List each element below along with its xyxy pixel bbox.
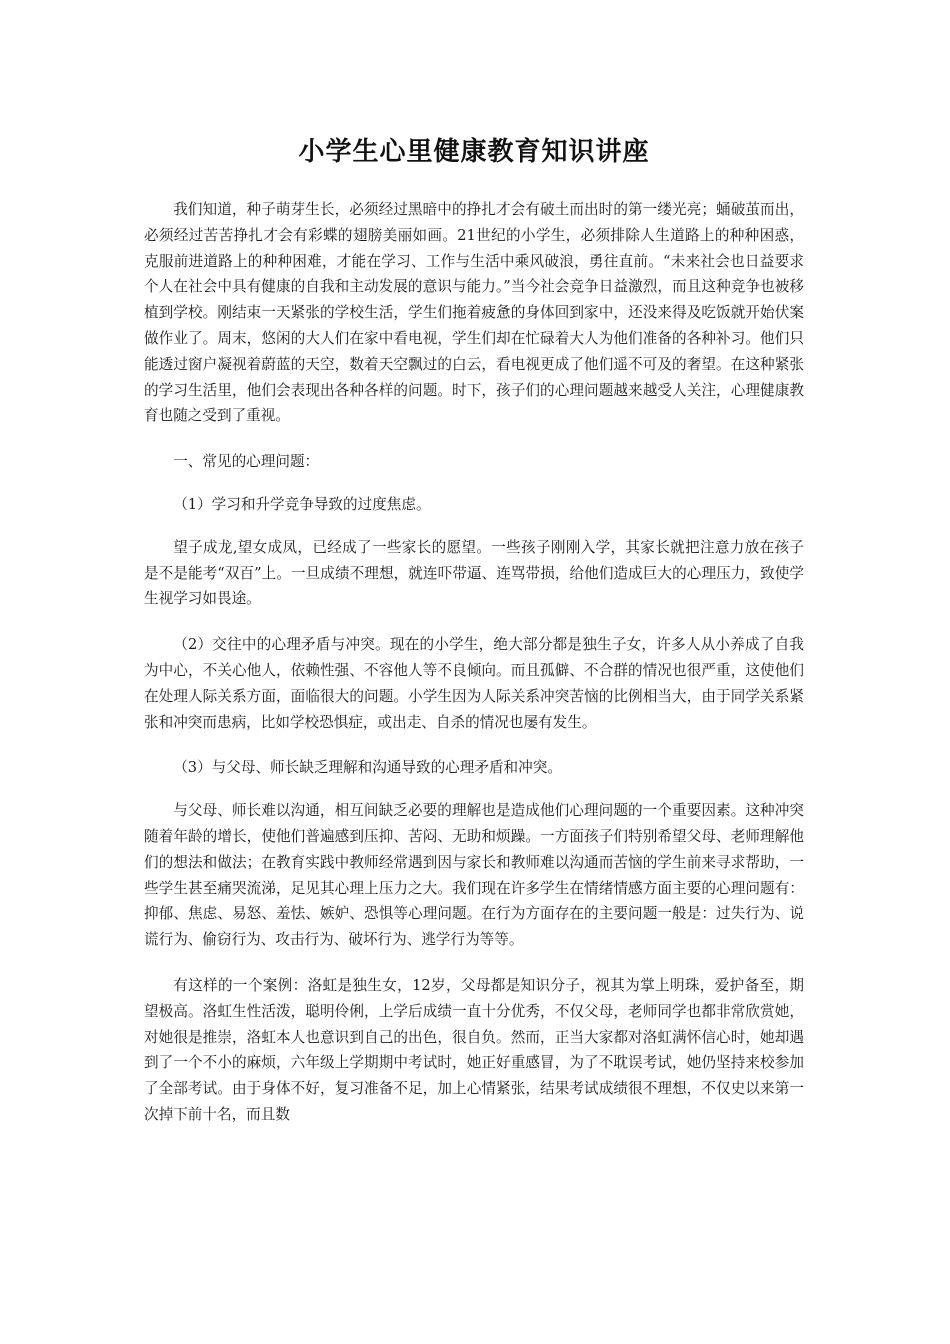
section-heading-common-problems: 一、常见的心理问题：	[173, 453, 320, 471]
subheading-exam-anxiety: （1）学习和升学竞争导致的过度焦虑。	[173, 495, 431, 513]
paragraph-communication-problems: 与父母、师长难以沟通，相互间缺乏必要的理解也是造成他们心理问题的一个重要因素。这种冲突随着年龄的增长，使他们普遍感到压抑、苦闷、无助和烦躁。一方面孩子们特别希望父母、老师理解他们的想法和做法；在教育实践中教师经常遇到因与家长和教师难以沟通而苦恼的学生前来寻求帮助，一些学生甚至痛哭流涕，足见其心理上压力之大。我们现在许多学生在情绪情感方面主要的心理问题有：抑郁、焦虑、易怒、羞怯、嫉妒、恐惧等心理问题。在行为方面存在的主要问题一般是：过失行为、说谎行为、偷窃行为、攻击行为、破坏行为、逃学行为等等。	[144, 802, 804, 949]
document-title: 小学生心里健康教育知识讲座	[298, 137, 650, 167]
subheading-parent-teacher-conflict: （3）与父母、师长缺乏理解和沟通导致的心理矛盾和冲突。	[173, 759, 562, 777]
paragraph-case-study: 有这样的一个案例：洛虹是独生女，12岁，父母都是知识分子，视其为掌上明珠，爱护备至，期望极高。洛虹生性活泼，聪明伶俐，上学后成绩一直十分优秀，不仅父母，老师同学也都非常欣赏她，对她很是推崇，洛虹本人也意识到自己的出色，很自负。然而，正当大家都对洛虹满怀信心时，她却遇到了一个不小的麻烦，六年级上学期期中考试时，她正好重感冒，为了不耽误考试，她仍坚持来校参加了全部考试。由于身体不好，复习准备不足，加上心情紧张，结果考试成绩很不理想，不仅史以来第一次掉下前十名，而且数	[144, 976, 804, 1123]
document-body	[144, 134, 804, 1148]
paragraph-social-conflict: （2）交往中的心理矛盾与冲突。现在的小学生，绝大部分都是独生子女，许多人从小养成了自我为中心，不关心他人，依赖性强、不容他人等不良倾向。而且孤僻、不合群的情况也很严重，这使他们在处理人际关系方面，面临很大的问题。小学生因为人际关系冲突苦恼的比例相当大，由于同学关系紧张和冲突而患病，比如学校恐惧症，或出走、自杀的情况也屡有发生。	[144, 636, 804, 731]
paragraph-parent-expectations: 望子成龙,望女成凤，已经成了一些家长的愿望。一些孩子刚刚入学，其家长就把注意力放在孩子是不是能考“双百”上。一旦成绩不理想，就连吓带逼、连骂带损，给他们造成巨大的心理压力，致使学生视学习如畏途。	[144, 538, 804, 608]
paragraph-intro: 我们知道，种子萌芽生长，必须经过黑暗中的挣扎才会有破土而出时的第一缕光亮；蛹破茧而出，必须经过苦苦挣扎才会有彩蝶的翅膀美丽如画。21世纪的小学生，必须排除人生道路上的种种困惑，克服前进道路上的种种困难，才能在学习、工作与生活中乘风破浪，勇往直前。“未来社会也日益要求个人在社会中具有健康的自我和主动发展的意识与能力。”当今社会竞争日益激烈，而且这种竞争也被移植到学校。刚结束一天紧张的学校生活，学生们拖着疲惫的身体回到家中，还没来得及吃饭就开始伏案做作业了。周末，悠闲的大人们在家中看电视，学生们却在忙碌着大人为他们准备的各种补习。他们只能透过窗户凝视着蔚蓝的天空，数着天空飘过的白云，看电视更成了他们遥不可及的奢望。在这种紧张的学习生活里，他们会表现出各种各样的问题。时下，孩子们的心理问题越来越受人关注，心理健康教育也随之受到了重视。	[144, 201, 804, 425]
